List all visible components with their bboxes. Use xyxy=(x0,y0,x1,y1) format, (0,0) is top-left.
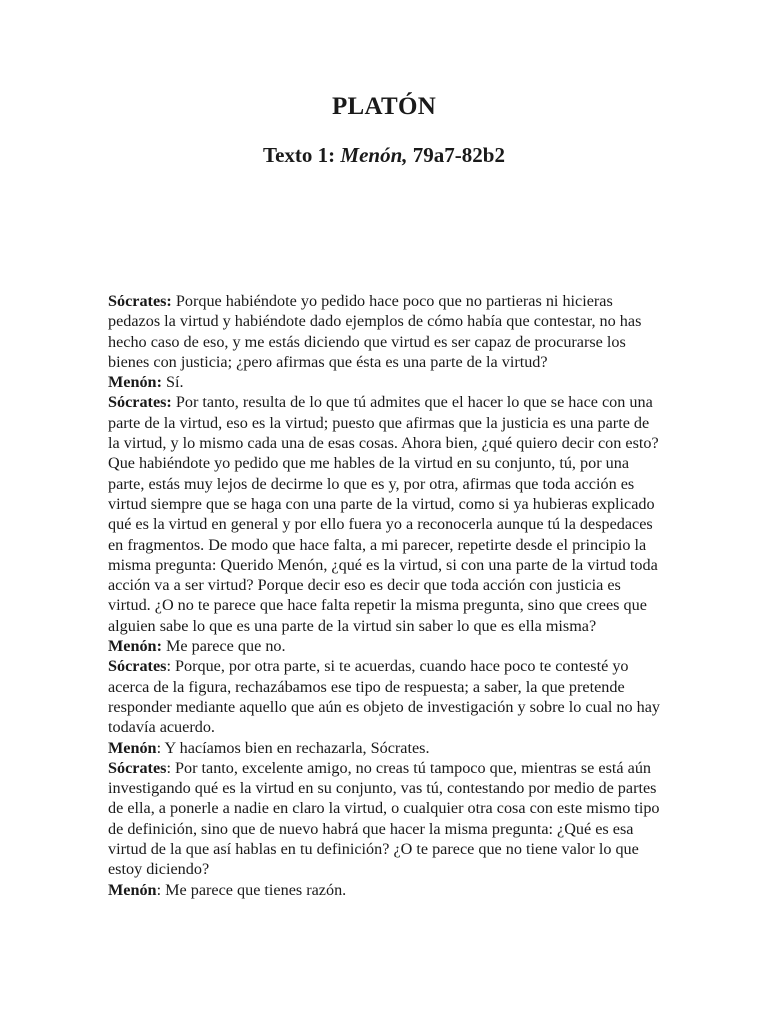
page-title: PLATÓN xyxy=(331,93,437,120)
dialogue-text xyxy=(108,291,660,900)
dialogue-turn xyxy=(108,758,660,880)
speaker-name: Menón: xyxy=(108,637,162,656)
speaker-name: Sócrates: xyxy=(108,393,172,412)
speaker-name: Menón xyxy=(108,880,157,899)
dialogue-turn xyxy=(108,880,660,900)
dialogue-turn xyxy=(108,636,660,656)
page-subtitle xyxy=(0,142,768,168)
subtitle-work-title: Menón, xyxy=(340,143,408,167)
speaker-name: Menón: xyxy=(108,373,162,392)
subtitle-prefix: Texto 1: xyxy=(263,143,341,167)
dialogue-turn xyxy=(108,738,660,758)
dialogue-turn xyxy=(108,372,660,392)
turn-text: : Porque, por otra parte, si te acuerdas, cuando hace poco te contesté yo acerca de la figura, rechazábamos ese tipo de respuesta; a saber, la que pretende responder mediante aquello que aún es objeto de investigación y sobre lo cual no hay todavía acuerdo. xyxy=(108,657,661,737)
dialogue-turn xyxy=(108,392,660,636)
dialogue-turn xyxy=(108,291,660,372)
turn-text: Me parece que no. xyxy=(161,637,286,656)
turn-text: : Y hacíamos bien en rechazarla, Sócrates. xyxy=(156,738,430,757)
turn-text: Porque habiéndote yo pedido hace poco que no partieras ni hicieras pedazos la virtud y habiéndote dado ejemplos de cómo había que contestar, no has hecho caso de eso, y me estás diciendo que virtud es ser capaz de procurarse los bienes con justicia; ¿pero afirmas que ésta es una parte de la virtud? xyxy=(108,292,642,371)
turn-text: Por tanto, resulta de lo que tú admites que el hacer lo que se hace con una parte de la virtud, eso es la virtud; puesto que afirmas que la justicia es una parte de la virtud, y lo mismo cada una de esas cosas. Ahora bien, ¿qué quiero decir con esto? Que habiéndote yo pedido que me hables de la virtud en su conjunto, tú, por una parte, estás muy lejos de decirme lo que es y, por otra, afirmas que toda acción es virtud siempre que se haga con una parte de la virtud, como si ya hubieras explicado qué es la virtud en general y por ello fuera yo a reconocerla aunque tú la despedaces en fragmentos. De modo que hace falta, a mi parecer, repetirte desde el principio la misma pregunta: Querido Menón, ¿qué es la virtud, si con una parte de la virtud toda acción va a ser virtud? Porque decir eso es decir que toda acción con justicia es virtud. ¿O no te parece que hace falta repetir la misma pregunta, sino que crees que alguien sabe lo que es una parte de la virtud sin saber lo que es ella misma? xyxy=(108,393,659,635)
subtitle-reference: 79a7-82b2 xyxy=(407,143,505,167)
speaker-name: Sócrates xyxy=(108,657,167,676)
turn-text: : Por tanto, excelente amigo, no creas tú tampoco que, mientras se está aún investigando qué es la virtud en su conjunto, vas tú, contestando por medio de partes de ella, a ponerle a nadie en claro la virtud, o cualquier otra cosa con este mismo tipo de definición, sino que de nuevo habrá que hacer la misma pregunta: ¿Qué es esa virtud de la que así hablas en tu definición? ¿O te parece que no tiene valor lo que estoy diciendo? xyxy=(108,758,660,879)
speaker-name: Sócrates: xyxy=(108,292,172,310)
speaker-name: Sócrates xyxy=(108,758,167,777)
turn-text: : Me parece que tienes razón. xyxy=(156,880,347,899)
turn-text: Sí. xyxy=(161,373,184,392)
dialogue-turn xyxy=(108,656,660,737)
speaker-name: Menón xyxy=(108,738,157,757)
